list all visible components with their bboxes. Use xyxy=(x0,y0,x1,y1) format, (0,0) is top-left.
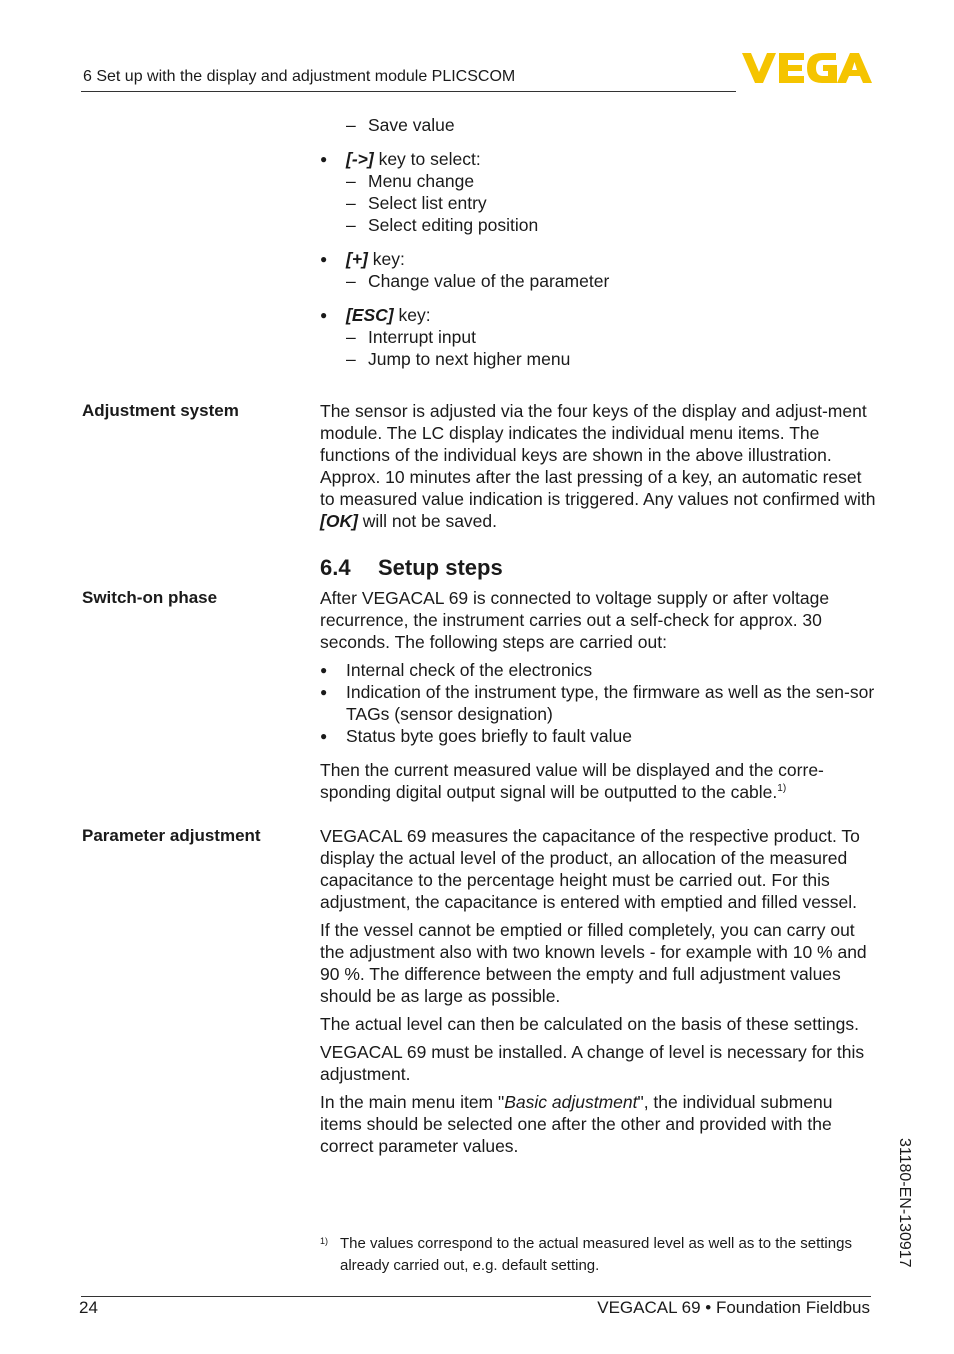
footnote-text: The values correspond to the actual measured level as well as to the settings already carried out, e.g. default setting. xyxy=(340,1235,852,1274)
paragraph-text: In the main menu item " xyxy=(320,1092,505,1112)
list-item: – Save value xyxy=(320,114,876,136)
list-item: ● Indication of the instrument type, the firmware as well as the sen-sor TAGs (sensor designation) xyxy=(320,681,876,725)
ok-key: [OK] xyxy=(320,511,358,531)
list-item: – Select list entry xyxy=(320,192,876,214)
paragraph: VEGACAL 69 measures the capacitance of the respective product. To display the actual level of the product, an allocation of the measured capacitance to the percentage height must be carried out. For this adjustment, the capacitance is entered with emptied and filled vessel. xyxy=(320,826,860,912)
paragraph: VEGACAL 69 must be installed. A change of level is necessary for this adjustment. xyxy=(320,1042,865,1084)
document-id: 31180-EN-130917 xyxy=(896,1138,913,1268)
paragraph-text: Then the current measured value will be displayed and the corre-sponding digital output signal will be outputted to the cable. xyxy=(320,760,824,802)
product-name: VEGACAL 69 • Foundation Fieldbus xyxy=(597,1298,870,1317)
paragraph-text: will not be saved. xyxy=(357,511,498,531)
switch-on-text xyxy=(320,587,876,809)
key-description: key to select: xyxy=(373,149,481,169)
key-name: [+] xyxy=(346,249,368,269)
paragraph: If the vessel cannot be emptied or filled completely, you can carry out the adjustment also with two known levels - for example with 10 % and 90 %. The difference between the empty and full adjustment values should be as large as possible. xyxy=(320,920,867,1006)
list-item: – Change value of the parameter xyxy=(320,270,876,292)
running-header: 6 Set up with the display and adjustment module PLICSCOM xyxy=(83,68,516,85)
adjustment-system-text xyxy=(320,400,876,532)
list-item xyxy=(320,304,876,326)
header-rule xyxy=(81,91,736,92)
section-number: 6.4 xyxy=(320,555,351,580)
footnote-ref: 1) xyxy=(777,783,787,795)
list-item: – Menu change xyxy=(320,170,876,192)
list-item: – Jump to next higher menu xyxy=(320,348,876,370)
paragraph-text: The sensor is adjusted via the four keys of the display and adjust-ment module. The LC display indicates the individual menu items. The functions of the individual keys are shown in the above illustration. Approx. 10 minutes after the last pressing of a key, an automatic reset to measured value indication is triggered. Any values not confirmed with xyxy=(320,401,876,509)
parameter-adjustment-text xyxy=(320,825,876,1163)
vega-logo xyxy=(742,53,872,83)
key-descriptions xyxy=(320,114,876,382)
key-name: [->] xyxy=(346,149,374,169)
footnote xyxy=(320,1233,876,1277)
list-item: ● Status byte goes briefly to fault value xyxy=(320,725,876,747)
paragraph-text: ", the individual submenu items should be selected one after the other and provided with the correct parameter values. xyxy=(320,1092,833,1156)
list-item xyxy=(320,148,876,170)
paragraph xyxy=(320,759,876,803)
key-description: key: xyxy=(367,249,405,269)
paragraph: After VEGACAL 69 is connected to voltage supply or after voltage recurrence, the instrument carries out a self-check for approx. 30 seconds. The following steps are carried out: xyxy=(320,588,830,652)
paragraph: The actual level can then be calculated on the basis of these settings. xyxy=(320,1014,859,1034)
switch-on-label: Switch-on phase xyxy=(82,588,218,607)
parameter-adjustment-label: Parameter adjustment xyxy=(82,826,261,845)
menu-item-name: Basic adjustment xyxy=(504,1092,638,1112)
page-number: 24 xyxy=(79,1298,98,1317)
key-description: key: xyxy=(393,305,431,325)
list-item: – Select editing position xyxy=(320,214,876,236)
list-item: – Interrupt input xyxy=(320,326,876,348)
list-item xyxy=(320,248,876,270)
paragraph xyxy=(320,1091,876,1157)
adjustment-system-label: Adjustment system xyxy=(82,401,239,420)
section-heading xyxy=(320,555,503,581)
key-name: [ESC] xyxy=(346,305,394,325)
footnote-mark: 1) xyxy=(320,1236,329,1246)
list-item: ● Internal check of the electronics xyxy=(320,659,876,681)
footer-rule xyxy=(81,1296,871,1297)
section-title: Setup steps xyxy=(378,555,503,580)
